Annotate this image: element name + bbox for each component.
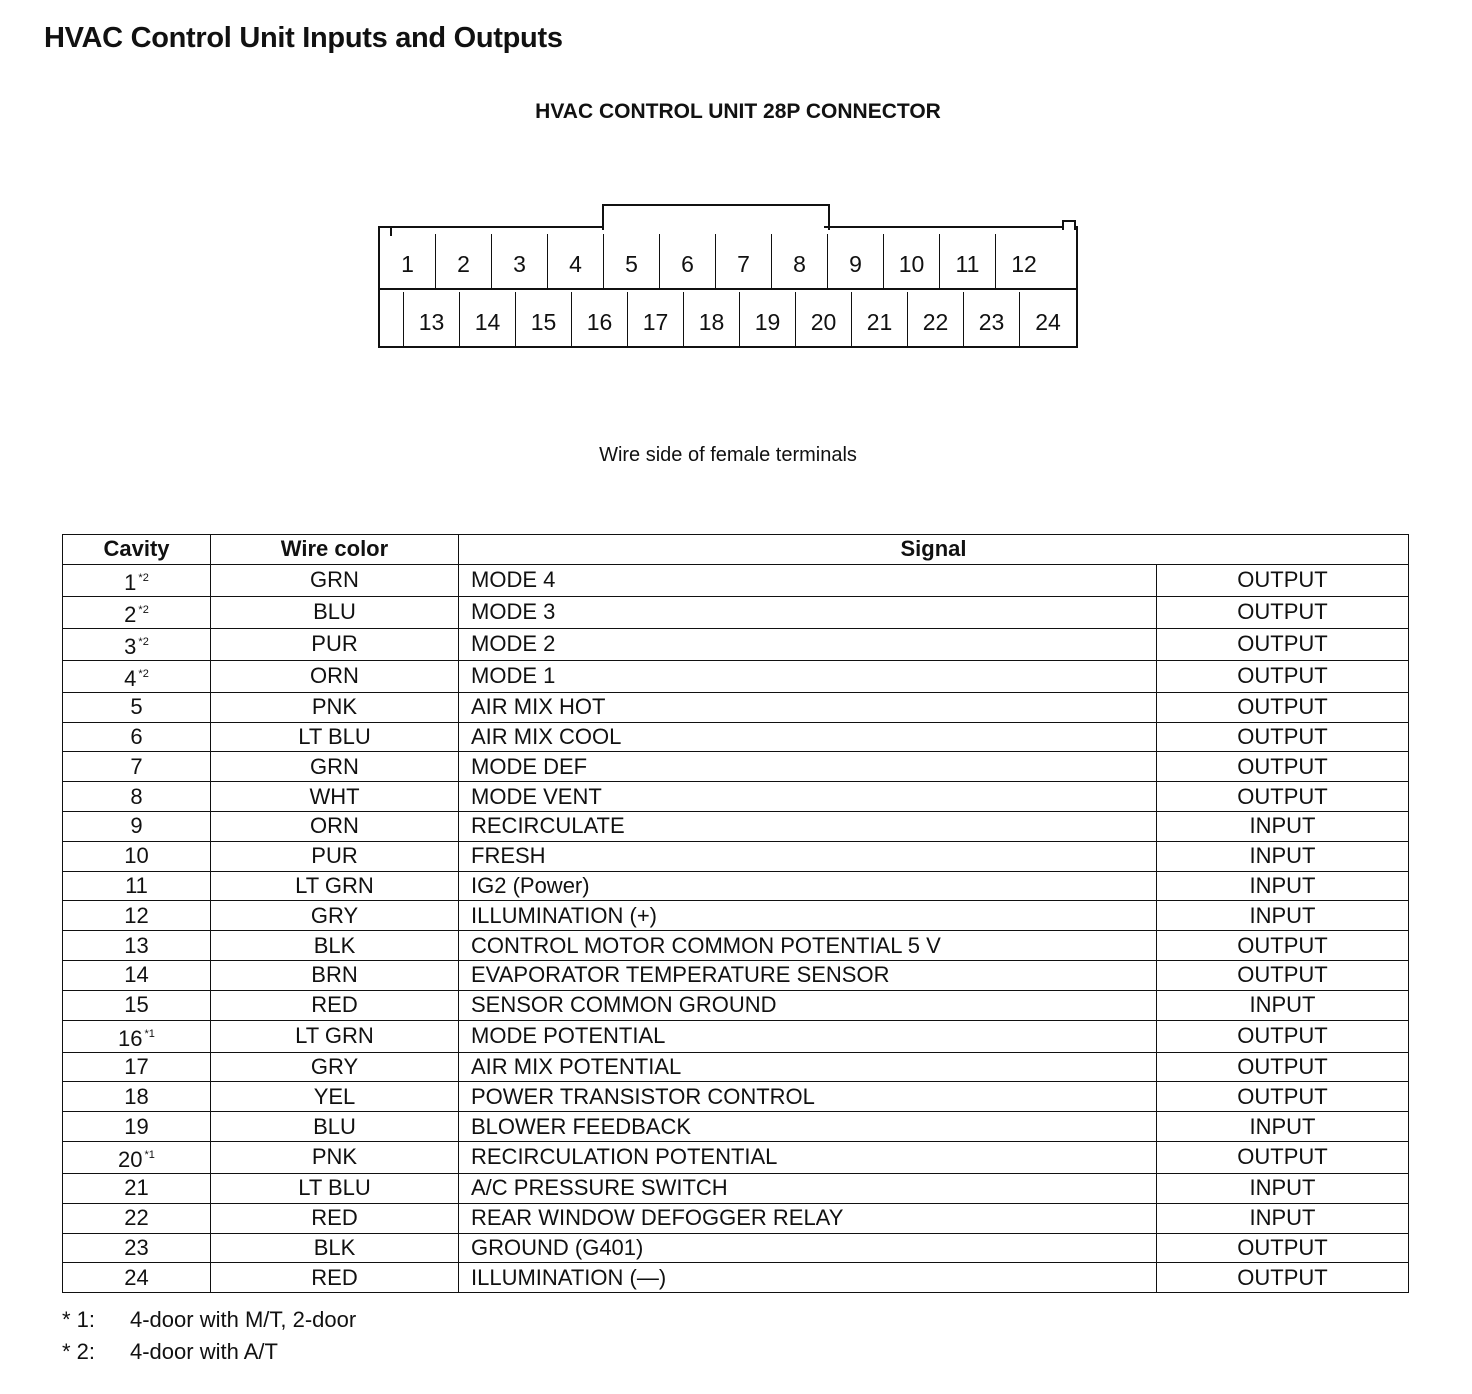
cavity-footnote-ref: *1 [144, 1027, 155, 1040]
cavity-cell [63, 811, 211, 841]
signal-cell: AIR MIX HOT [459, 692, 1157, 722]
cavity-cell [63, 1203, 211, 1233]
cavity-number: 17 [124, 1053, 149, 1079]
wire-color-cell: ORN [211, 811, 459, 841]
signal-cell: MODE POTENTIAL [459, 1020, 1157, 1052]
signal-cell: SENSOR COMMON GROUND [459, 990, 1157, 1020]
wire-color-cell: RED [211, 990, 459, 1020]
table-row [63, 1112, 1409, 1142]
wire-color-cell: LT GRN [211, 871, 459, 901]
connector-pin: 7 [716, 234, 772, 290]
table-row [63, 811, 1409, 841]
signal-cell: AIR MIX POTENTIAL [459, 1052, 1157, 1082]
io-direction-cell: INPUT [1157, 1112, 1409, 1142]
table-row [63, 960, 1409, 990]
connector-pin: 18 [684, 292, 740, 348]
signal-cell: MODE 2 [459, 628, 1157, 660]
footnote-text: 4-door with M/T, 2-door [130, 1307, 357, 1332]
signal-cell: MODE VENT [459, 782, 1157, 812]
cavity-number: 5 [130, 694, 143, 720]
header-signal: Signal [459, 535, 1409, 565]
io-direction-cell: INPUT [1157, 1203, 1409, 1233]
table-row [63, 628, 1409, 660]
table-row [63, 782, 1409, 812]
wire-color-cell: BRN [211, 960, 459, 990]
table-row [63, 1233, 1409, 1263]
cavity-number: 20 [118, 1146, 143, 1172]
connector-pin: 6 [660, 234, 716, 290]
cavity-cell [63, 660, 211, 692]
io-direction-cell: OUTPUT [1157, 1052, 1409, 1082]
cavity-number: 14 [124, 962, 149, 988]
cavity-number: 21 [124, 1175, 149, 1201]
cavity-cell [63, 960, 211, 990]
table-header-row [63, 535, 1409, 565]
connector-title: HVAC CONTROL UNIT 28P CONNECTOR [535, 100, 941, 123]
io-direction-cell: OUTPUT [1157, 1082, 1409, 1112]
cavity-cell [63, 1263, 211, 1293]
cavity-cell [63, 782, 211, 812]
cavity-cell [63, 564, 211, 596]
signal-cell: POWER TRANSISTOR CONTROL [459, 1082, 1157, 1112]
table-row [63, 990, 1409, 1020]
cavity-number: 10 [124, 843, 149, 869]
table-row [63, 1020, 1409, 1052]
wire-color-cell: PUR [211, 841, 459, 871]
cavity-cell [63, 931, 211, 961]
signal-cell: ILLUMINATION (—) [459, 1263, 1157, 1293]
cavity-cell [63, 1173, 211, 1203]
connector-pin: 17 [628, 292, 684, 348]
cavity-number: 1 [124, 569, 137, 595]
cavity-cell [63, 628, 211, 660]
io-direction-cell: OUTPUT [1157, 1263, 1409, 1293]
cavity-footnote-ref: *2 [138, 667, 149, 680]
cavity-number: 2 [124, 601, 137, 627]
wire-color-cell: BLU [211, 596, 459, 628]
connector-pin: 2 [436, 234, 492, 290]
connector-pin: 9 [828, 234, 884, 290]
connector-pin: 8 [772, 234, 828, 290]
connector-top-edge-right [824, 226, 1076, 228]
footnote-mark: * 1: [62, 1307, 96, 1332]
cavity-number: 19 [124, 1113, 149, 1139]
wire-color-cell: GRY [211, 901, 459, 931]
wire-color-cell: PUR [211, 628, 459, 660]
wire-color-cell: ORN [211, 660, 459, 692]
wire-color-cell: LT BLU [211, 1173, 459, 1203]
table-row [63, 660, 1409, 692]
cavity-number: 9 [130, 813, 143, 839]
page-title: HVAC Control Unit Inputs and Outputs [44, 22, 563, 54]
connector-right-ear [1062, 220, 1076, 230]
signal-cell: MODE DEF [459, 752, 1157, 782]
io-direction-cell: OUTPUT [1157, 564, 1409, 596]
cavity-number: 16 [118, 1025, 143, 1051]
table-row [63, 1263, 1409, 1293]
io-direction-cell: OUTPUT [1157, 960, 1409, 990]
io-direction-cell: OUTPUT [1157, 1020, 1409, 1052]
signal-cell: MODE 4 [459, 564, 1157, 596]
cavity-number: 3 [124, 633, 137, 659]
signal-cell: GROUND (G401) [459, 1233, 1157, 1263]
cavity-number: 22 [124, 1205, 149, 1231]
table-row [63, 1173, 1409, 1203]
cavity-number: 13 [124, 932, 149, 958]
connector-pin: 22 [908, 292, 964, 348]
cavity-cell [63, 1020, 211, 1052]
table-row [63, 722, 1409, 752]
cavity-cell [63, 871, 211, 901]
io-direction-cell: OUTPUT [1157, 660, 1409, 692]
table-row [63, 1052, 1409, 1082]
connector-pin: 1 [380, 234, 436, 290]
cavity-number: 4 [124, 665, 137, 691]
io-direction-cell: INPUT [1157, 811, 1409, 841]
signal-cell: BLOWER FEEDBACK [459, 1112, 1157, 1142]
signal-cell: RECIRCULATION POTENTIAL [459, 1141, 1157, 1173]
io-direction-cell: INPUT [1157, 871, 1409, 901]
io-direction-cell: OUTPUT [1157, 1141, 1409, 1173]
cavity-number: 18 [124, 1083, 149, 1109]
io-direction-cell: INPUT [1157, 990, 1409, 1020]
cavity-number: 23 [124, 1234, 149, 1260]
footnotes [62, 1304, 356, 1368]
io-direction-cell: INPUT [1157, 901, 1409, 931]
signal-cell: REAR WINDOW DEFOGGER RELAY [459, 1203, 1157, 1233]
io-direction-cell: OUTPUT [1157, 722, 1409, 752]
cavity-footnote-ref: *1 [144, 1148, 155, 1161]
cavity-number: 6 [130, 723, 143, 749]
wire-color-cell: PNK [211, 1141, 459, 1173]
table-row [63, 596, 1409, 628]
wire-color-cell: PNK [211, 692, 459, 722]
table-row [63, 564, 1409, 596]
wire-color-cell: BLK [211, 931, 459, 961]
connector-pin: 19 [740, 292, 796, 348]
cavity-footnote-ref: *2 [138, 603, 149, 616]
table-row [63, 931, 1409, 961]
footnote-mark: * 2: [62, 1339, 96, 1364]
connector-pin: 3 [492, 234, 548, 290]
connector-pin: 14 [460, 292, 516, 348]
signal-cell: MODE 1 [459, 660, 1157, 692]
signal-cell: MODE 3 [459, 596, 1157, 628]
cavity-footnote-ref: *2 [138, 571, 149, 584]
footnote [62, 1336, 356, 1368]
signal-cell: RECIRCULATE [459, 811, 1157, 841]
table-row [63, 901, 1409, 931]
wire-color-cell: BLK [211, 1233, 459, 1263]
wire-color-cell: GRY [211, 1052, 459, 1082]
connector-pin: 10 [884, 234, 940, 290]
cavity-number: 24 [124, 1264, 149, 1290]
cavity-cell [63, 1082, 211, 1112]
cavity-footnote-ref: *2 [138, 635, 149, 648]
cavity-number: 15 [124, 992, 149, 1018]
wire-color-cell: GRN [211, 752, 459, 782]
cavity-cell [63, 722, 211, 752]
wire-color-cell: BLU [211, 1112, 459, 1142]
connector-pin: 5 [604, 234, 660, 290]
connector-pin: 23 [964, 292, 1020, 348]
signal-cell: IG2 (Power) [459, 871, 1157, 901]
wire-color-cell: GRN [211, 564, 459, 596]
cavity-cell [63, 990, 211, 1020]
table-row [63, 692, 1409, 722]
header-cavity: Cavity [63, 535, 211, 565]
cavity-cell [63, 841, 211, 871]
io-direction-cell: OUTPUT [1157, 782, 1409, 812]
connector-blank-cell [380, 292, 404, 348]
wire-color-cell: RED [211, 1263, 459, 1293]
wire-color-cell: LT GRN [211, 1020, 459, 1052]
table-row [63, 871, 1409, 901]
connector-pin: 15 [516, 292, 572, 348]
connector-top-edge-left [378, 226, 604, 228]
pin-table-body [63, 564, 1409, 1292]
signal-cell: CONTROL MOTOR COMMON POTENTIAL 5 V [459, 931, 1157, 961]
table-row [63, 1082, 1409, 1112]
footnote-text: 4-door with A/T [130, 1339, 278, 1364]
table-row [63, 1141, 1409, 1173]
io-direction-cell: OUTPUT [1157, 596, 1409, 628]
wire-color-cell: YEL [211, 1082, 459, 1112]
connector-pin: 16 [572, 292, 628, 348]
wire-color-cell: RED [211, 1203, 459, 1233]
table-row [63, 752, 1409, 782]
connector-diagram [378, 204, 1078, 350]
connector-pin: 24 [1035, 309, 1061, 335]
io-direction-cell: OUTPUT [1157, 628, 1409, 660]
io-direction-cell: OUTPUT [1157, 692, 1409, 722]
cavity-cell [63, 1052, 211, 1082]
signal-cell: EVAPORATOR TEMPERATURE SENSOR [459, 960, 1157, 990]
pin-table [62, 534, 1409, 1293]
io-direction-cell: OUTPUT [1157, 931, 1409, 961]
wire-color-cell: WHT [211, 782, 459, 812]
signal-cell: ILLUMINATION (+) [459, 901, 1157, 931]
signal-cell: A/C PRESSURE SWITCH [459, 1173, 1157, 1203]
footnote [62, 1304, 356, 1336]
table-row [63, 1203, 1409, 1233]
cavity-cell [63, 1112, 211, 1142]
connector-pin: 13 [404, 292, 460, 348]
connector-caption: Wire side of female terminals [599, 444, 857, 466]
io-direction-cell: INPUT [1157, 1173, 1409, 1203]
cavity-cell [63, 1141, 211, 1173]
cavity-cell [63, 752, 211, 782]
io-direction-cell: OUTPUT [1157, 1233, 1409, 1263]
io-direction-cell: INPUT [1157, 841, 1409, 871]
cavity-number: 11 [125, 872, 148, 898]
cavity-number: 7 [130, 753, 143, 779]
io-direction-cell: OUTPUT [1157, 752, 1409, 782]
cavity-number: 12 [124, 902, 149, 928]
cavity-cell [63, 596, 211, 628]
connector-pin: 20 [796, 292, 852, 348]
wire-color-cell: LT BLU [211, 722, 459, 752]
table-row [63, 841, 1409, 871]
connector-pin: 4 [548, 234, 604, 290]
cavity-cell [63, 1233, 211, 1263]
signal-cell: FRESH [459, 841, 1157, 871]
connector-pin: 11 [940, 234, 996, 290]
header-wire-color: Wire color [211, 535, 459, 565]
connector-pin: 21 [852, 292, 908, 348]
cavity-number: 8 [130, 783, 143, 809]
connector-pin: 12 [1011, 251, 1037, 277]
signal-cell: AIR MIX COOL [459, 722, 1157, 752]
cavity-cell [63, 901, 211, 931]
cavity-cell [63, 692, 211, 722]
